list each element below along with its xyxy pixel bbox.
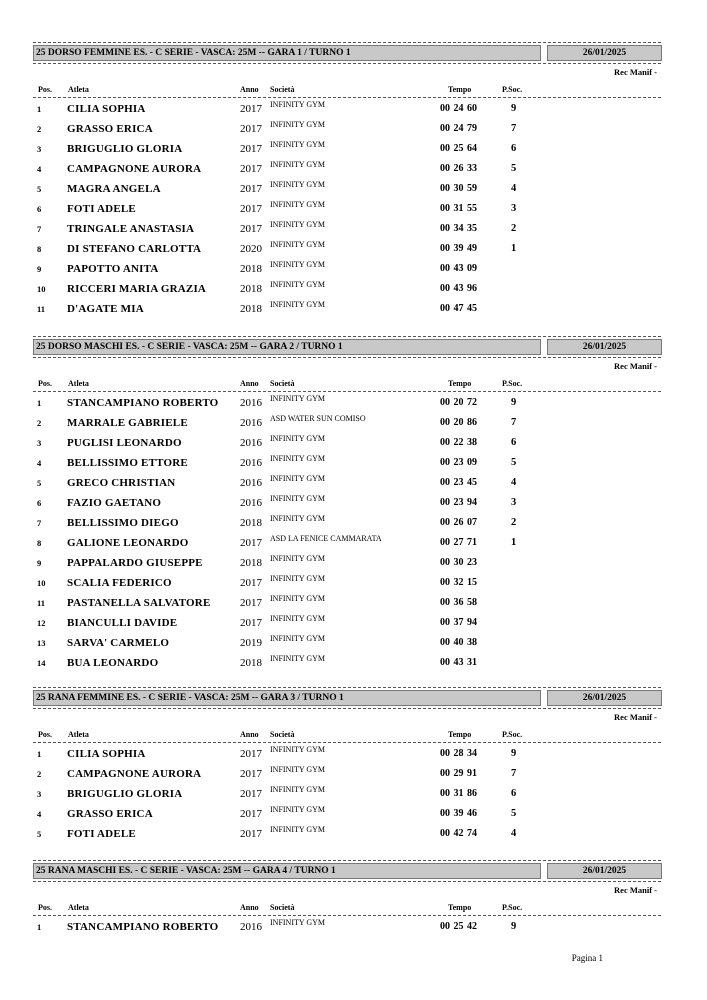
table-row bbox=[0, 302, 707, 322]
race-time: 00 43 31 bbox=[440, 657, 477, 668]
birth-year: 2016 bbox=[240, 397, 262, 409]
club-name: INFINITY GYM bbox=[270, 140, 326, 149]
race-time: 00 29 91 bbox=[440, 768, 477, 779]
table-row bbox=[0, 920, 707, 940]
column-header-pos: Pos. bbox=[38, 379, 52, 388]
table-row bbox=[0, 807, 707, 827]
position: 4 bbox=[37, 809, 42, 819]
club-name: INFINITY GYM bbox=[270, 120, 326, 129]
race-time: 00 34 35 bbox=[440, 223, 477, 234]
race-time: 00 31 86 bbox=[440, 788, 477, 799]
athlete-name: BRIGUGLIO GLORIA bbox=[67, 143, 183, 155]
athlete-name: GRASSO ERICA bbox=[67, 123, 153, 135]
race-time: 00 30 23 bbox=[440, 557, 477, 568]
athlete-name: BRIGUGLIO GLORIA bbox=[67, 788, 183, 800]
club-name: INFINITY GYM bbox=[270, 160, 326, 169]
club-name: INFINITY GYM bbox=[270, 554, 326, 563]
club-name: INFINITY GYM bbox=[270, 200, 326, 209]
birth-year: 2017 bbox=[240, 808, 262, 820]
race-time: 00 43 96 bbox=[440, 283, 477, 294]
race-time: 00 22 38 bbox=[440, 437, 477, 448]
column-header-club: Società bbox=[270, 903, 295, 912]
club-name: INFINITY GYM bbox=[270, 180, 326, 189]
club-name: INFINITY GYM bbox=[270, 280, 326, 289]
athlete-name: TRINGALE ANASTASIA bbox=[67, 223, 195, 235]
table-row bbox=[0, 636, 707, 656]
divider bbox=[33, 97, 661, 98]
club-name: INFINITY GYM bbox=[270, 434, 326, 443]
birth-year: 2016 bbox=[240, 457, 262, 469]
team-points: 7 bbox=[511, 768, 517, 779]
athlete-name: CAMPAGNONE AURORA bbox=[67, 163, 202, 175]
birth-year: 2016 bbox=[240, 437, 262, 449]
race-time: 00 24 79 bbox=[440, 123, 477, 134]
record-label: Rec Manif - bbox=[614, 67, 657, 77]
team-points: 9 bbox=[511, 397, 517, 408]
table-row bbox=[0, 102, 707, 122]
position: 12 bbox=[37, 618, 46, 628]
club-name: INFINITY GYM bbox=[270, 785, 326, 794]
birth-year: 2016 bbox=[240, 417, 262, 429]
column-header-year: Anno bbox=[240, 85, 259, 94]
athlete-name: PAPPALARDO GIUSEPPE bbox=[67, 557, 203, 569]
position: 10 bbox=[37, 578, 46, 588]
race-time: 00 25 42 bbox=[440, 921, 477, 932]
divider bbox=[33, 42, 661, 43]
race-time: 00 23 45 bbox=[440, 477, 477, 488]
birth-year: 2017 bbox=[240, 828, 262, 840]
birth-year: 2017 bbox=[240, 203, 262, 215]
athlete-name: RICCERI MARIA GRAZIA bbox=[67, 283, 207, 295]
athlete-name: BELLISSIMO ETTORE bbox=[67, 457, 188, 469]
race-time: 00 23 09 bbox=[440, 457, 477, 468]
birth-year: 2020 bbox=[240, 243, 262, 255]
race-time: 00 23 94 bbox=[440, 497, 477, 508]
team-points: 9 bbox=[511, 103, 517, 114]
race-time: 00 20 86 bbox=[440, 417, 477, 428]
birth-year: 2016 bbox=[240, 921, 262, 933]
team-points: 3 bbox=[511, 203, 517, 214]
team-points: 6 bbox=[511, 437, 517, 448]
position: 11 bbox=[37, 598, 46, 608]
table-row bbox=[0, 202, 707, 222]
table-row bbox=[0, 262, 707, 282]
athlete-name: CAMPAGNONE AURORA bbox=[67, 768, 202, 780]
table-row bbox=[0, 556, 707, 576]
position: 1 bbox=[37, 398, 42, 408]
race-date: 26/01/2025 bbox=[547, 339, 662, 355]
position: 8 bbox=[37, 538, 42, 548]
athlete-name: BIANCULLI DAVIDE bbox=[67, 617, 178, 629]
birth-year: 2017 bbox=[240, 183, 262, 195]
birth-year: 2016 bbox=[240, 477, 262, 489]
column-header-time: Tempo bbox=[448, 379, 472, 388]
position: 11 bbox=[37, 304, 46, 314]
table-row bbox=[0, 436, 707, 456]
race-time: 00 47 45 bbox=[440, 303, 477, 314]
position: 8 bbox=[37, 244, 42, 254]
race-time: 00 26 33 bbox=[440, 163, 477, 174]
athlete-name: GRASSO ERICA bbox=[67, 808, 153, 820]
birth-year: 2018 bbox=[240, 263, 262, 275]
divider bbox=[33, 742, 661, 743]
table-row bbox=[0, 142, 707, 162]
position: 2 bbox=[37, 769, 42, 779]
position: 14 bbox=[37, 658, 46, 668]
team-points: 9 bbox=[511, 748, 517, 759]
club-name: INFINITY GYM bbox=[270, 745, 326, 754]
race-time: 00 28 34 bbox=[440, 748, 477, 759]
birth-year: 2018 bbox=[240, 657, 262, 669]
race-time: 00 42 74 bbox=[440, 828, 477, 839]
team-points: 5 bbox=[511, 163, 517, 174]
race-date: 26/01/2025 bbox=[547, 690, 662, 706]
team-points: 4 bbox=[511, 183, 517, 194]
club-name: ASD LA FENICE CAMMARATA bbox=[270, 534, 382, 543]
team-points: 9 bbox=[511, 921, 517, 932]
table-row bbox=[0, 496, 707, 516]
column-header-athlete: Atleta bbox=[68, 730, 89, 739]
team-points: 5 bbox=[511, 808, 517, 819]
birth-year: 2017 bbox=[240, 748, 262, 760]
club-name: INFINITY GYM bbox=[270, 300, 326, 309]
position: 10 bbox=[37, 284, 46, 294]
position: 1 bbox=[37, 922, 42, 932]
birth-year: 2019 bbox=[240, 637, 262, 649]
position: 5 bbox=[37, 829, 42, 839]
column-header-athlete: Atleta bbox=[68, 85, 89, 94]
athlete-name: SCALIA FEDERICO bbox=[67, 577, 172, 589]
athlete-name: STANCAMPIANO ROBERTO bbox=[67, 397, 219, 409]
team-points: 6 bbox=[511, 143, 517, 154]
column-header-time: Tempo bbox=[448, 730, 472, 739]
table-row bbox=[0, 576, 707, 596]
divider bbox=[33, 336, 661, 337]
column-header-club: Società bbox=[270, 379, 295, 388]
athlete-name: STANCAMPIANO ROBERTO bbox=[67, 921, 219, 933]
divider bbox=[33, 63, 661, 64]
position: 6 bbox=[37, 498, 42, 508]
race-time: 00 31 55 bbox=[440, 203, 477, 214]
race-time: 00 25 64 bbox=[440, 143, 477, 154]
club-name: INFINITY GYM bbox=[270, 220, 326, 229]
club-name: INFINITY GYM bbox=[270, 654, 326, 663]
position: 3 bbox=[37, 438, 42, 448]
team-points: 2 bbox=[511, 517, 517, 528]
athlete-name: MAGRA ANGELA bbox=[67, 183, 161, 195]
athlete-name: FOTI ADELE bbox=[67, 828, 136, 840]
column-header-pos: Pos. bbox=[38, 730, 52, 739]
club-name: INFINITY GYM bbox=[270, 918, 326, 927]
table-row bbox=[0, 536, 707, 556]
team-points: 1 bbox=[511, 243, 517, 254]
athlete-name: BELLISSIMO DIEGO bbox=[67, 517, 179, 529]
column-header-pos: Pos. bbox=[38, 903, 52, 912]
club-name: ASD WATER SUN COMISO bbox=[270, 414, 366, 423]
athlete-name: BUA LEONARDO bbox=[67, 657, 159, 669]
club-name: INFINITY GYM bbox=[270, 765, 326, 774]
column-header-time: Tempo bbox=[448, 85, 472, 94]
page-number: Pagina 1 bbox=[571, 953, 603, 963]
divider bbox=[33, 915, 661, 916]
table-row bbox=[0, 596, 707, 616]
position: 4 bbox=[37, 164, 42, 174]
divider bbox=[33, 357, 661, 358]
table-row bbox=[0, 616, 707, 636]
club-name: INFINITY GYM bbox=[270, 100, 326, 109]
table-row bbox=[0, 456, 707, 476]
athlete-name: DI STEFANO CARLOTTA bbox=[67, 243, 202, 255]
table-row bbox=[0, 827, 707, 847]
race-time: 00 30 59 bbox=[440, 183, 477, 194]
athlete-name: D'AGATE MIA bbox=[67, 303, 144, 315]
column-header-athlete: Atleta bbox=[68, 379, 89, 388]
birth-year: 2017 bbox=[240, 617, 262, 629]
club-name: INFINITY GYM bbox=[270, 614, 326, 623]
athlete-name: GALIONE LEONARDO bbox=[67, 537, 189, 549]
athlete-name: CILIA SOPHIA bbox=[67, 748, 146, 760]
column-header-points: P.Soc. bbox=[502, 730, 523, 739]
column-header-points: P.Soc. bbox=[502, 903, 523, 912]
team-points: 3 bbox=[511, 497, 517, 508]
athlete-name: PASTANELLA SALVATORE bbox=[67, 597, 211, 609]
position: 5 bbox=[37, 478, 42, 488]
position: 5 bbox=[37, 184, 42, 194]
table-row bbox=[0, 242, 707, 262]
record-label: Rec Manif - bbox=[614, 712, 657, 722]
athlete-name: MARRALE GABRIELE bbox=[67, 417, 188, 429]
table-row bbox=[0, 162, 707, 182]
race-time: 00 27 71 bbox=[440, 537, 477, 548]
divider bbox=[33, 881, 661, 882]
birth-year: 2018 bbox=[240, 517, 262, 529]
club-name: INFINITY GYM bbox=[270, 634, 326, 643]
club-name: INFINITY GYM bbox=[270, 240, 326, 249]
table-row bbox=[0, 182, 707, 202]
race-title: 25 DORSO FEMMINE ES. - C SERIE - VASCA: 25M -- GARA 1 / TURNO 1 bbox=[33, 45, 541, 61]
athlete-name: FOTI ADELE bbox=[67, 203, 136, 215]
divider bbox=[33, 687, 661, 688]
record-label: Rec Manif - bbox=[614, 361, 657, 371]
race-title: 25 RANA MASCHI ES. - C SERIE - VASCA: 25M -- GARA 4 / TURNO 1 bbox=[33, 863, 541, 879]
column-header-year: Anno bbox=[240, 903, 259, 912]
race-time: 00 39 49 bbox=[440, 243, 477, 254]
position: 3 bbox=[37, 144, 42, 154]
table-row bbox=[0, 222, 707, 242]
birth-year: 2017 bbox=[240, 577, 262, 589]
column-header-athlete: Atleta bbox=[68, 903, 89, 912]
table-row bbox=[0, 122, 707, 142]
position: 7 bbox=[37, 518, 42, 528]
race-time: 00 26 07 bbox=[440, 517, 477, 528]
club-name: INFINITY GYM bbox=[270, 594, 326, 603]
position: 1 bbox=[37, 104, 42, 114]
column-header-points: P.Soc. bbox=[502, 85, 523, 94]
race-title: 25 DORSO MASCHI ES. - C SERIE - VASCA: 25M -- GARA 2 / TURNO 1 bbox=[33, 339, 541, 355]
birth-year: 2017 bbox=[240, 143, 262, 155]
race-date: 26/01/2025 bbox=[547, 45, 662, 61]
position: 2 bbox=[37, 124, 42, 134]
athlete-name: SARVA' CARMELO bbox=[67, 637, 170, 649]
table-row bbox=[0, 476, 707, 496]
birth-year: 2018 bbox=[240, 557, 262, 569]
table-row bbox=[0, 747, 707, 767]
position: 7 bbox=[37, 224, 42, 234]
club-name: INFINITY GYM bbox=[270, 494, 326, 503]
column-header-club: Società bbox=[270, 85, 295, 94]
club-name: INFINITY GYM bbox=[270, 454, 326, 463]
club-name: INFINITY GYM bbox=[270, 574, 326, 583]
birth-year: 2017 bbox=[240, 163, 262, 175]
athlete-name: PAPOTTO ANITA bbox=[67, 263, 159, 275]
position: 13 bbox=[37, 638, 46, 648]
birth-year: 2017 bbox=[240, 223, 262, 235]
birth-year: 2017 bbox=[240, 597, 262, 609]
team-points: 2 bbox=[511, 223, 517, 234]
athlete-name: GRECO CHRISTIAN bbox=[67, 477, 176, 489]
race-time: 00 32 15 bbox=[440, 577, 477, 588]
athlete-name: CILIA SOPHIA bbox=[67, 103, 146, 115]
table-row bbox=[0, 787, 707, 807]
table-row bbox=[0, 767, 707, 787]
position: 2 bbox=[37, 418, 42, 428]
divider bbox=[33, 860, 661, 861]
birth-year: 2017 bbox=[240, 537, 262, 549]
athlete-name: PUGLISI LEONARDO bbox=[67, 437, 182, 449]
column-header-club: Società bbox=[270, 730, 295, 739]
team-points: 1 bbox=[511, 537, 517, 548]
position: 6 bbox=[37, 204, 42, 214]
column-header-pos: Pos. bbox=[38, 85, 52, 94]
race-time: 00 39 46 bbox=[440, 808, 477, 819]
race-time: 00 24 60 bbox=[440, 103, 477, 114]
birth-year: 2018 bbox=[240, 283, 262, 295]
record-label: Rec Manif - bbox=[614, 885, 657, 895]
birth-year: 2017 bbox=[240, 103, 262, 115]
table-row bbox=[0, 416, 707, 436]
team-points: 7 bbox=[511, 123, 517, 134]
position: 3 bbox=[37, 789, 42, 799]
club-name: INFINITY GYM bbox=[270, 514, 326, 523]
race-time: 00 43 09 bbox=[440, 263, 477, 274]
birth-year: 2016 bbox=[240, 497, 262, 509]
column-header-points: P.Soc. bbox=[502, 379, 523, 388]
column-header-year: Anno bbox=[240, 730, 259, 739]
column-header-time: Tempo bbox=[448, 903, 472, 912]
team-points: 4 bbox=[511, 477, 517, 488]
club-name: INFINITY GYM bbox=[270, 260, 326, 269]
athlete-name: FAZIO GAETANO bbox=[67, 497, 162, 509]
race-time: 00 20 72 bbox=[440, 397, 477, 408]
race-title: 25 RANA FEMMINE ES. - C SERIE - VASCA: 25M -- GARA 3 / TURNO 1 bbox=[33, 690, 541, 706]
divider bbox=[33, 708, 661, 709]
table-row bbox=[0, 282, 707, 302]
birth-year: 2017 bbox=[240, 788, 262, 800]
club-name: INFINITY GYM bbox=[270, 474, 326, 483]
team-points: 5 bbox=[511, 457, 517, 468]
birth-year: 2018 bbox=[240, 303, 262, 315]
position: 9 bbox=[37, 264, 42, 274]
column-header-year: Anno bbox=[240, 379, 259, 388]
race-time: 00 36 58 bbox=[440, 597, 477, 608]
race-date: 26/01/2025 bbox=[547, 863, 662, 879]
position: 9 bbox=[37, 558, 42, 568]
table-row bbox=[0, 656, 707, 676]
club-name: INFINITY GYM bbox=[270, 805, 326, 814]
birth-year: 2017 bbox=[240, 768, 262, 780]
club-name: INFINITY GYM bbox=[270, 394, 326, 403]
race-time: 00 40 38 bbox=[440, 637, 477, 648]
club-name: INFINITY GYM bbox=[270, 825, 326, 834]
divider bbox=[33, 391, 661, 392]
team-points: 6 bbox=[511, 788, 517, 799]
race-time: 00 37 94 bbox=[440, 617, 477, 628]
position: 4 bbox=[37, 458, 42, 468]
team-points: 4 bbox=[511, 828, 517, 839]
birth-year: 2017 bbox=[240, 123, 262, 135]
team-points: 7 bbox=[511, 417, 517, 428]
position: 1 bbox=[37, 749, 42, 759]
